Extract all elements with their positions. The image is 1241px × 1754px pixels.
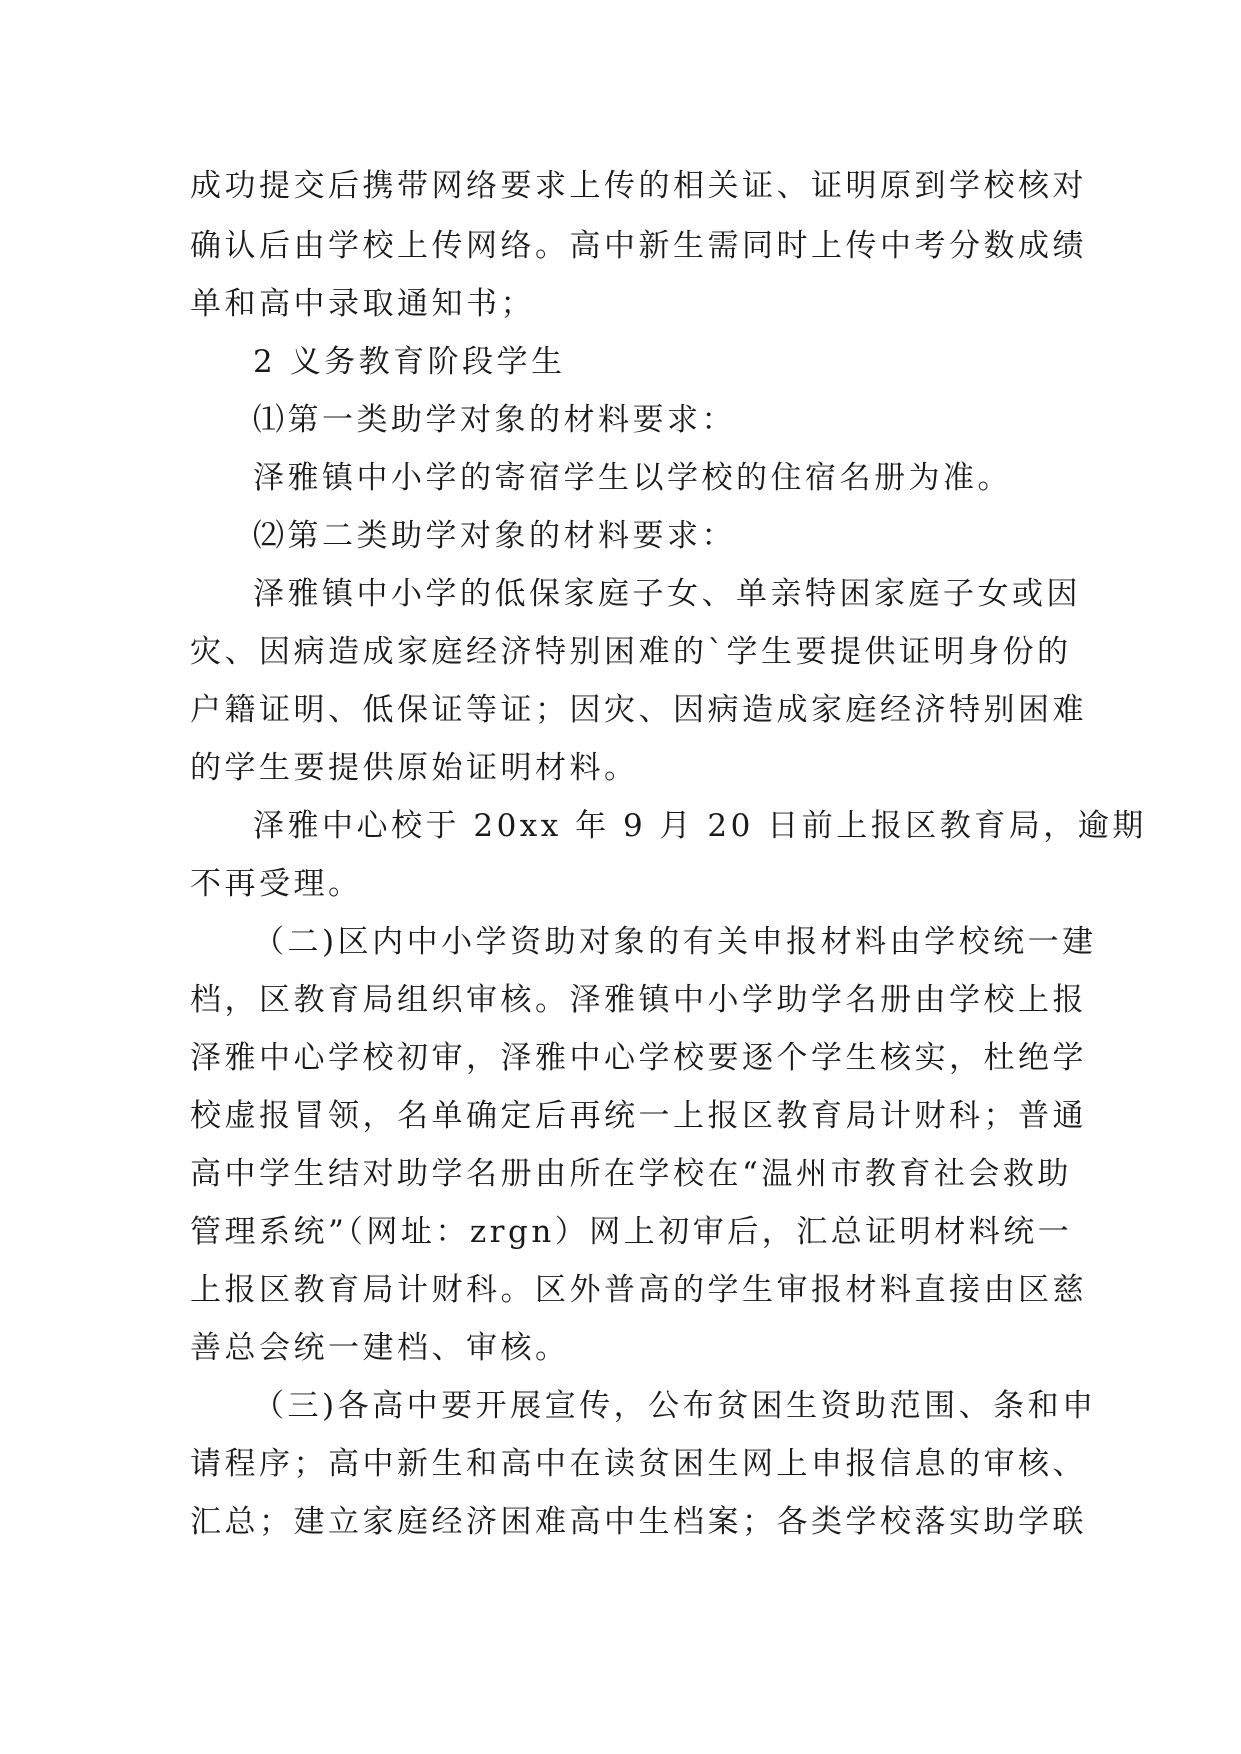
- text-line: 泽雅中心校于 20xx 年 9 月 20 日前上报区教育局，逾期: [253, 808, 1147, 844]
- text-line: 不再受理。: [190, 866, 363, 902]
- text-line: 泽雅镇中小学的寄宿学生以学校的住宿名册为准。: [253, 460, 1012, 496]
- text-line: 管理系统”（网址：zrgn）网上初审后，汇总证明材料统一: [190, 1214, 1073, 1250]
- text-line: 灾、因病造成家庭经济特别困难的`学生要提供证明身份的: [190, 634, 1072, 670]
- text-line: 善总会统一建档、审核。: [190, 1330, 570, 1366]
- text-line: 校虚报冒领，名单确定后再统一上报区教育局计财科；普通: [190, 1098, 1087, 1134]
- text-line: 汇总；建立家庭经济困难高中生档案；各类学校落实助学联: [190, 1504, 1087, 1540]
- text-line: ⑴第一类助学对象的材料要求：: [253, 402, 736, 438]
- text-line: 2 义务教育阶段学生: [253, 344, 566, 380]
- text-line: 上报区教育局计财科。区外普高的学生审报材料直接由区慈: [190, 1272, 1087, 1308]
- text-line: 的学生要提供原始证明材料。: [190, 750, 639, 786]
- text-line: ⑵第二类助学对象的材料要求：: [253, 518, 736, 554]
- text-line: 高中学生结对助学名册由所在学校在“温州市教育社会救助: [190, 1156, 1072, 1192]
- text-line: （三)各高中要开展宣传，公布贫困生资助范围、条和申: [253, 1388, 1097, 1424]
- text-line: 户籍证明、低保证等证；因灾、因病造成家庭经济特别困难: [190, 692, 1087, 728]
- text-line: 确认后由学校上传网络。高中新生需同时上传中考分数成绩: [190, 228, 1087, 264]
- text-line: 档，区教育局组织审核。泽雅镇中小学助学名册由学校上报: [190, 982, 1087, 1018]
- text-line: （二)区内中小学资助对象的有关申报材料由学校统一建: [253, 924, 1097, 960]
- text-line: 泽雅镇中小学的低保家庭子女、单亲特困家庭子女或因: [253, 576, 1081, 612]
- text-line: 泽雅中心学校初审，泽雅中心学校要逐个学生核实，杜绝学: [190, 1040, 1087, 1076]
- text-line: 成功提交后携带网络要求上传的相关证、证明原到学校核对: [190, 168, 1087, 204]
- text-line: 单和高中录取通知书；: [190, 286, 535, 322]
- text-line: 请程序；高中新生和高中在读贫困生网上申报信息的审核、: [190, 1446, 1087, 1482]
